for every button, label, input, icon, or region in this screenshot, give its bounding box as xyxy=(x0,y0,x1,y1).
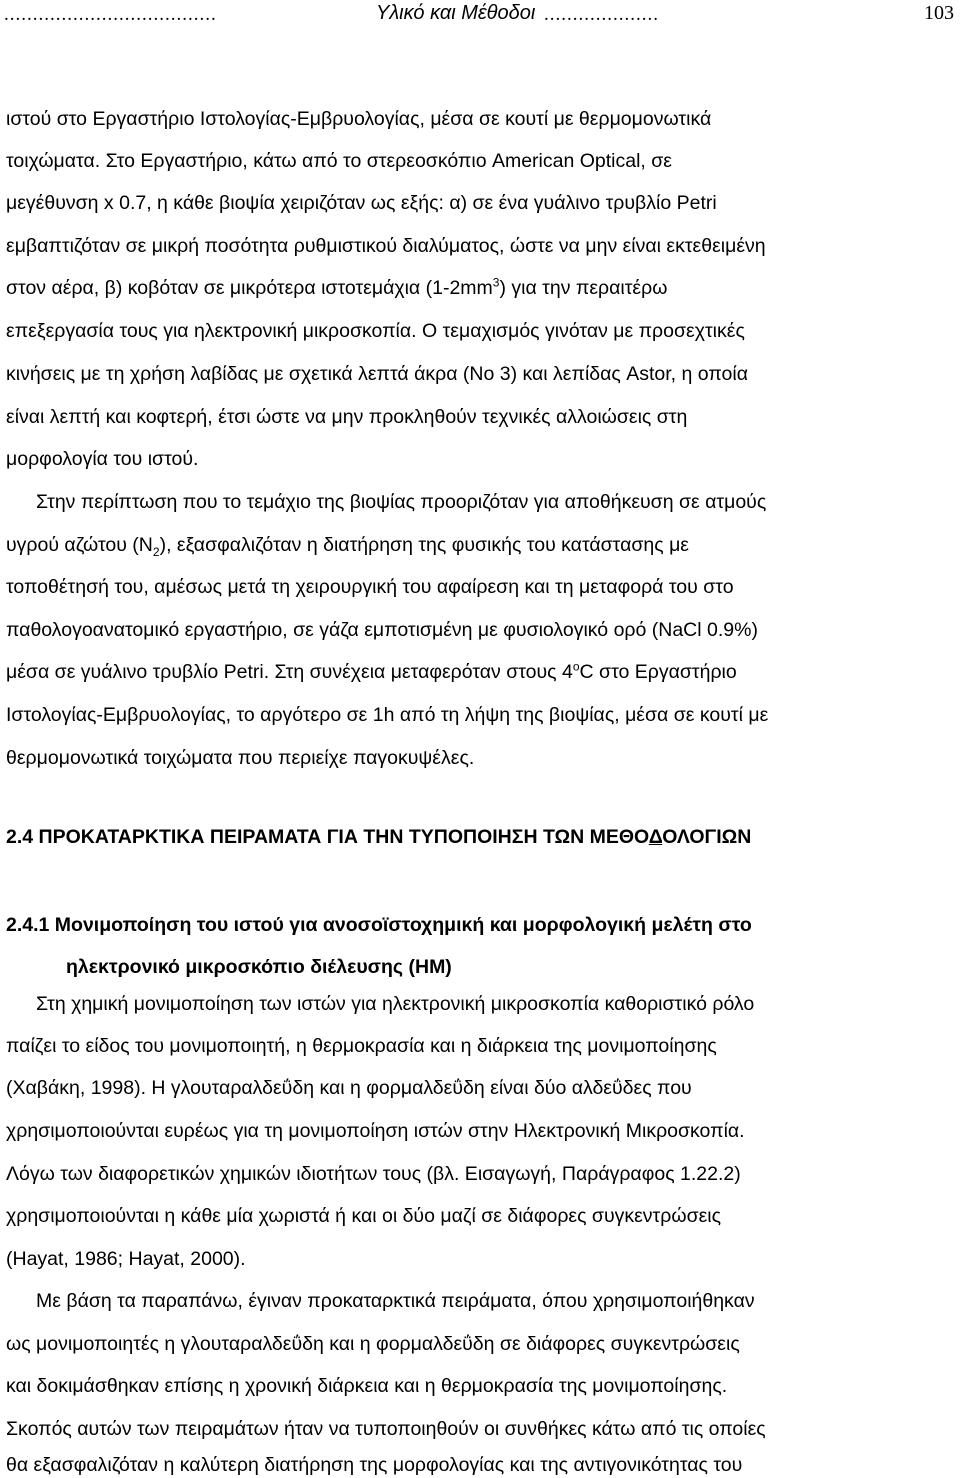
body-line: παίζει το είδος του μονιμοποιητή, η θερμοκρασία και η διάρκεια της μονιμοποίησης xyxy=(6,1035,717,1057)
body-line: ιστού στο Εργαστήριο Ιστολογίας-Εμβρυολογίας, μέσα σε κουτί με θερμομονωτικά xyxy=(6,108,712,130)
text-run: ), εξασφαλιζόταν η διατήρηση της φυσικής του κατάστασης με xyxy=(159,534,690,556)
section-heading xyxy=(6,824,751,850)
text-run: στον αέρα, β) κοβόταν σε μικρότερα ιστοτεμάχια (1-2mm xyxy=(6,277,493,299)
text-run: μέσα σε γυάλινο τρυβλίο Petri. Στη συνέχεια μεταφερόταν στους 4 xyxy=(6,661,573,683)
body-line: χρησιμοποιούνται ευρέως για τη μονιμοποίηση ιστών στην Ηλεκτρονική Μικροσκοπία. xyxy=(6,1120,745,1142)
body-line: θα εξασφαλιζόταν η καλύτερη διατήρηση της μορφολογίας και της αντιγονικότητας του xyxy=(6,1454,743,1476)
body-line: χρησιμοποιούνται η κάθε μία χωριστά ή και οι δύο μαζί σε διάφορες συγκεντρώσεις xyxy=(6,1205,722,1227)
superscript: 3 xyxy=(492,275,500,290)
heading-text: ΟΛΟΓΙΩΝ xyxy=(662,826,752,848)
body-line: τοιχώματα. Στο Εργαστήριο, κάτω από το στερεοσκόπιο American Optical, σε xyxy=(6,150,672,172)
body-line: τοποθέτησή του, αμέσως μετά τη χειρουργική του αφαίρεση και τη μεταφορά του στο xyxy=(6,576,734,598)
body-line: και δοκιμάσθηκαν επίσης η χρονική διάρκεια και η θερμοκρασία της μονιμοποίησης. xyxy=(6,1375,728,1397)
heading-text: 2.4 ΠΡΟΚΑΤΑΡΚΤΙΚΑ ΠΕΙΡΑΜΑΤΑ ΓΙΑ ΤΗΝ ΤΥΠΟΠΟΙΗΣΗ ΤΩΝ ΜΕΘΟ xyxy=(6,826,649,848)
header-leader-dots: .................... xyxy=(544,4,659,25)
header-leader-dots: ..................................... xyxy=(4,4,217,25)
body-line: Λόγω των διαφορετικών χημικών ιδιοτήτων τους (βλ. Εισαγωγή, Παράγραφος 1.22.2) xyxy=(6,1163,741,1185)
body-line: ως μονιμοποιητές η γλουταραλδεΰδη και η φορμαλδεΰδη σε διάφορες συγκεντρώσεις xyxy=(6,1333,740,1355)
body-line xyxy=(6,532,689,558)
body-line: επεξεργασία τους για ηλεκτρονική μικροσκοπία. Ο τεμαχισμός γινόταν με προσεχτικές xyxy=(6,320,745,342)
header-title: Υλικό και Μέθοδοι xyxy=(376,2,536,24)
superscript: o xyxy=(572,659,580,674)
body-line: Στη χημική μονιμοποίηση των ιστών για ηλεκτρονική μικροσκοπία καθοριστικό ρόλο xyxy=(36,993,755,1015)
body-line: (Χαβάκη, 1998). Η γλουταραλδεΰδη και η φορμαλδεΰδη είναι δύο αλδεΰδες που xyxy=(6,1077,692,1099)
text-run: ) για την περαιτέρω xyxy=(499,277,668,299)
body-line xyxy=(6,659,737,685)
page-number: 103 xyxy=(924,2,954,24)
text-run: C στο Εργαστήριο xyxy=(579,661,737,683)
body-line: μεγέθυνση x 0.7, η κάθε βιοψία χειριζόταν ως εξής: α) σε ένα γυάλινο τρυβλίο Petri xyxy=(6,192,717,214)
body-line: μορφολογία του ιστού. xyxy=(6,448,199,470)
body-line: είναι λεπτή και κοφτερή, έτσι ώστε να μην προκληθούν τεχνικές αλλοιώσεις στη xyxy=(6,406,688,428)
subscript: 2 xyxy=(152,544,160,559)
body-line: παθολογοανατομικό εργαστήριο, σε γάζα εμποτισμένη με φυσιολογικό ορό (NaCl 0.9%) xyxy=(6,619,758,641)
body-line: κινήσεις με τη χρήση λαβίδας με σχετικά λεπτά άκρα (No 3) και λεπίδας Astor, η οποία xyxy=(6,363,748,385)
running-header xyxy=(4,0,954,30)
subsection-heading: 2.4.1 Μονιμοποίηση του ιστού για ανοσοϊστοχημική και μορφολογική μελέτη στο xyxy=(6,914,752,936)
body-line: Με βάση τα παραπάνω, έγιναν προκαταρκτικά πειράματα, όπου χρησιμοποιήθηκαν xyxy=(36,1290,755,1312)
body-line: θερμομονωτικά τοιχώματα που περιείχε παγοκυψέλες. xyxy=(6,747,475,769)
body-line: εμβαπτιζόταν σε μικρή ποσότητα ρυθμιστικού διαλύματος, ώστε να μην είναι εκτεθειμένη xyxy=(6,235,766,257)
body-line: Σκοπός αυτών των πειραμάτων ήταν να τυποποιηθούν οι συνθήκες κάτω από τις οποίες xyxy=(6,1418,766,1440)
body-line: Ιστολογίας-Εμβρυολογίας, το αργότερο σε 1h από τη λήψη της βιοψίας, μέσα σε κουτί με xyxy=(6,704,769,726)
body-line: Στην περίπτωση που το τεμάχιο της βιοψίας προοριζόταν για αποθήκευση σε ατμούς xyxy=(36,491,767,513)
text-run: υγρού αζώτου (N xyxy=(6,534,153,556)
subsection-heading: ηλεκτρονικό μικροσκόπιο διέλευσης (ΗΜ) xyxy=(66,956,452,978)
heading-underlined-letter: Δ xyxy=(648,826,663,848)
body-line: (Hayat, 1986; Hayat, 2000). xyxy=(6,1248,246,1270)
body-line xyxy=(6,275,667,301)
